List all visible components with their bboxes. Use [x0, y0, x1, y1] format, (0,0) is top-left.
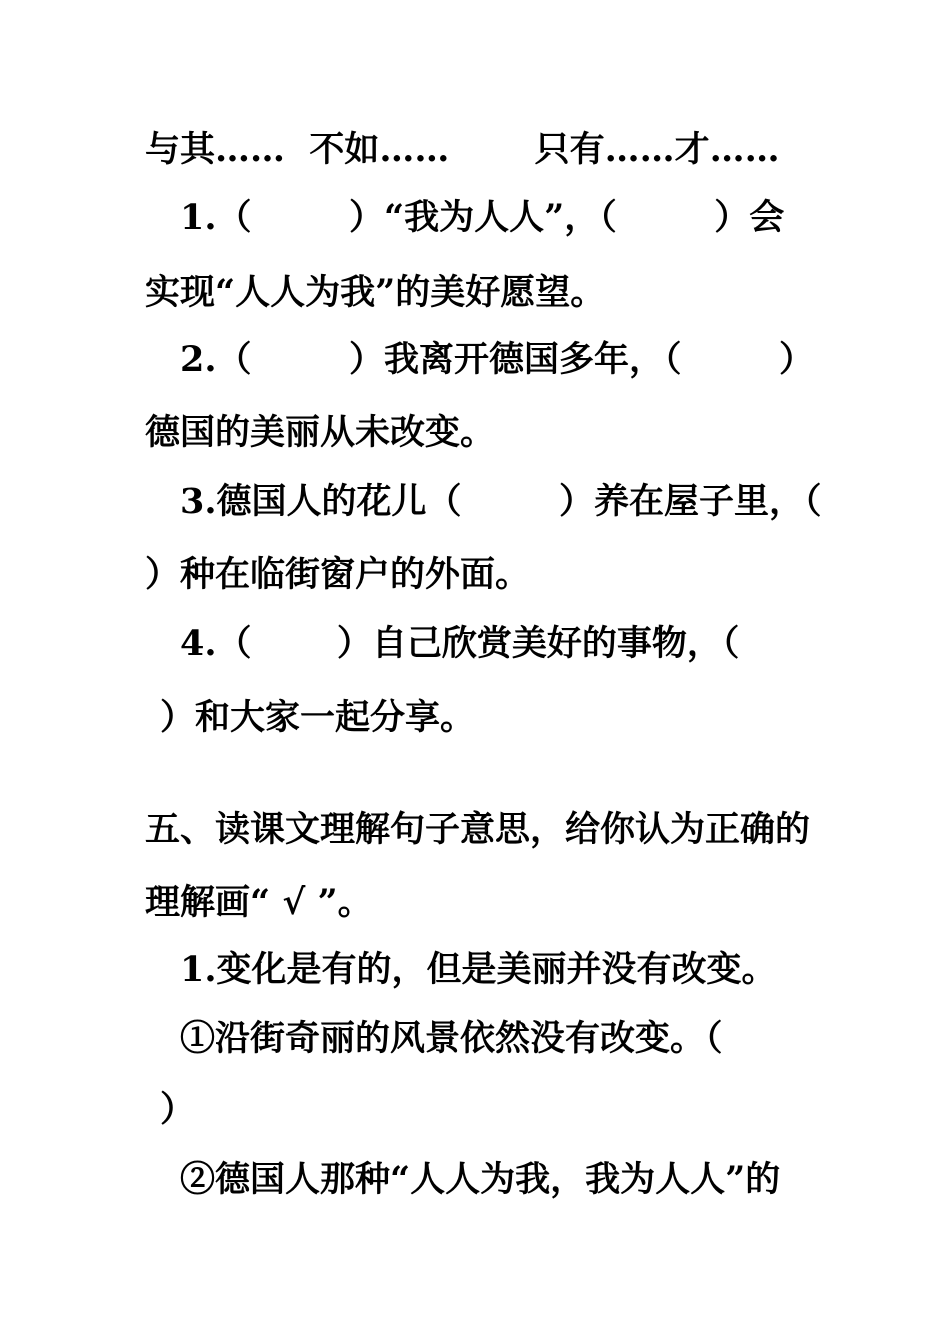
- word-pairs-line: 与其…… 不如…… 只有……才……: [145, 129, 780, 170]
- exercise-4-line-1: 4.（ ）自己欣赏美好的事物，（: [180, 623, 740, 664]
- exercise-1-line-2: 实现“人人为我”的美好愿望。: [145, 272, 606, 313]
- exercise-3-line-1: 3.德国人的花儿（ ）养在屋子里，（: [180, 481, 822, 522]
- option-1-line-2: ）: [160, 1089, 196, 1130]
- section-5-heading-line-1: 五、读课文理解句子意思，给你认为正确的: [145, 809, 811, 850]
- exercise-3-line-2: ）种在临街窗户的外面。: [145, 554, 531, 595]
- exercise-1-line-1: 1.（ ）“我为人人”，（ ）会: [180, 197, 785, 238]
- option-1-line-1: ①沿街奇丽的风景依然没有改变。（: [180, 1018, 723, 1059]
- section-5-heading-line-2: 理解画“ √ ”。: [145, 882, 373, 923]
- exercise-2-line-2: 德国的美丽从未改变。: [145, 412, 496, 453]
- option-2-line-1: ②德国人那种“人人为我，我为人人”的: [180, 1159, 781, 1200]
- exercise-2-line-1: 2.（ ）我离开德国多年，（ ）: [180, 339, 815, 380]
- exercise-4-line-2: ）和大家一起分享。: [160, 697, 476, 738]
- question-1-sentence: 1.变化是有的，但是美丽并没有改变。: [180, 949, 777, 990]
